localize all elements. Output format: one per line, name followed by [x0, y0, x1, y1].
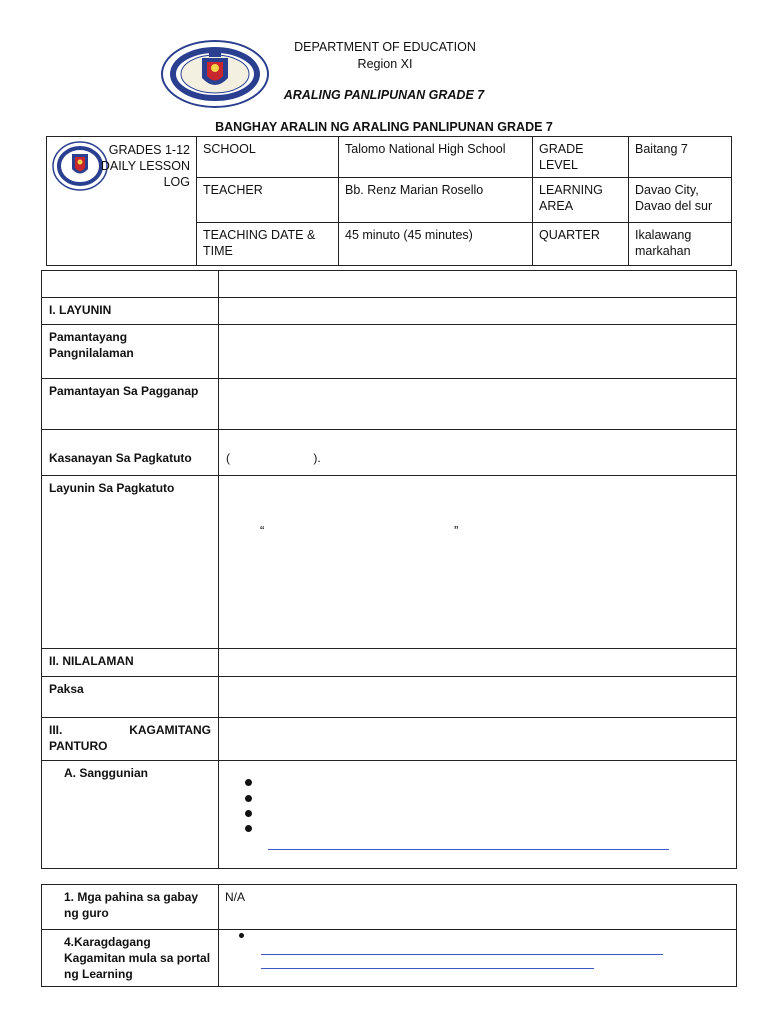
pamantayan-sa-pagganap-value — [219, 379, 737, 430]
blank-header-label — [42, 271, 219, 298]
grade-level-label: GRADE LEVEL — [533, 137, 629, 178]
bullet-icon — [245, 810, 252, 817]
school-label: SCHOOL — [197, 137, 339, 178]
pamantayang-pangnilalaman-label: Pamantayang Pangnilalaman — [42, 325, 219, 379]
portal-link-1[interactable] — [261, 954, 663, 955]
pahina-label: 1. Mga pahina sa gabay ng guro — [42, 885, 219, 930]
teaching-date-label: TEACHING DATE & TIME — [197, 223, 339, 266]
kagamitang-panturo-heading — [42, 718, 219, 761]
quarter-label: QUARTER — [533, 223, 629, 266]
layunin-value — [219, 298, 737, 325]
learning-area-value: Davao City, Davao del sur — [629, 178, 732, 223]
teaching-date-value: 45 minuto (45 minutes) — [339, 223, 533, 266]
paksa-value — [219, 677, 737, 718]
learning-area-label: LEARNING AREA — [533, 178, 629, 223]
bullet-icon — [245, 795, 252, 802]
pahina-value: N/A — [219, 885, 737, 930]
karagdagang-kagamitan-value — [219, 930, 737, 987]
blank-header-value — [219, 271, 737, 298]
bullet-icon — [239, 933, 244, 938]
nilalaman-heading: II. NILALAMAN — [42, 649, 219, 677]
lesson-log-info-table — [46, 136, 732, 266]
teacher-value: Bb. Renz Marian Rosello — [339, 178, 533, 223]
kasanayan-value: ( ). — [219, 430, 737, 476]
grade-level-value: Baitang 7 — [629, 137, 732, 178]
pamantayan-sa-pagganap-label: Pamantayan Sa Pagganap — [42, 379, 219, 430]
close-quote-mark: ” — [454, 523, 459, 538]
resources-table — [41, 884, 737, 987]
lesson-plan-table — [41, 270, 737, 869]
pamantayang-pangnilalaman-value — [219, 325, 737, 379]
bullet-icon — [245, 825, 252, 832]
grades-label: GRADES 1-12 DAILY LESSON LOG — [100, 143, 190, 189]
layunin-sa-pagkatuto-label: Layunin Sa Pagkatuto — [42, 476, 219, 649]
bullet-icon — [245, 779, 252, 786]
quarter-value: Ikalawang markahan — [629, 223, 732, 266]
open-quote-mark: “ — [260, 523, 265, 538]
panturo-word: PANTURO — [49, 739, 108, 753]
layunin-heading: I. LAYUNIN — [42, 298, 219, 325]
sanggunian-value — [219, 761, 737, 869]
kagamitang-roman: III. — [49, 723, 63, 737]
kasanayan-label: Kasanayan Sa Pagkatuto — [42, 430, 219, 476]
region-label: Region XI — [357, 57, 413, 71]
paksa-label: Paksa — [42, 677, 219, 718]
nilalaman-value — [219, 649, 737, 677]
subject-title: ARALING PANLIPUNAN GRADE 7 — [283, 88, 485, 102]
portal-link-2[interactable] — [261, 968, 594, 969]
reference-link[interactable] — [268, 849, 669, 850]
karagdagang-kagamitan-label: 4.Karagdagang Kagamitan mula sa portal ng Learning — [42, 930, 219, 987]
teacher-label: TEACHER — [197, 178, 339, 223]
sanggunian-label: A. Sanggunian — [42, 761, 219, 869]
logo-cell — [47, 137, 197, 266]
plan-title: BANGHAY ARALIN NG ARALING PANLIPUNAN GRADE 7 — [215, 120, 553, 134]
kagamitang-panturo-value — [219, 718, 737, 761]
school-value: Talomo National High School — [339, 137, 533, 178]
department-title: DEPARTMENT OF EDUCATION — [294, 40, 476, 54]
kagamitang-word: KAGAMITANG — [129, 723, 211, 737]
layunin-sa-pagkatuto-value — [219, 476, 737, 649]
